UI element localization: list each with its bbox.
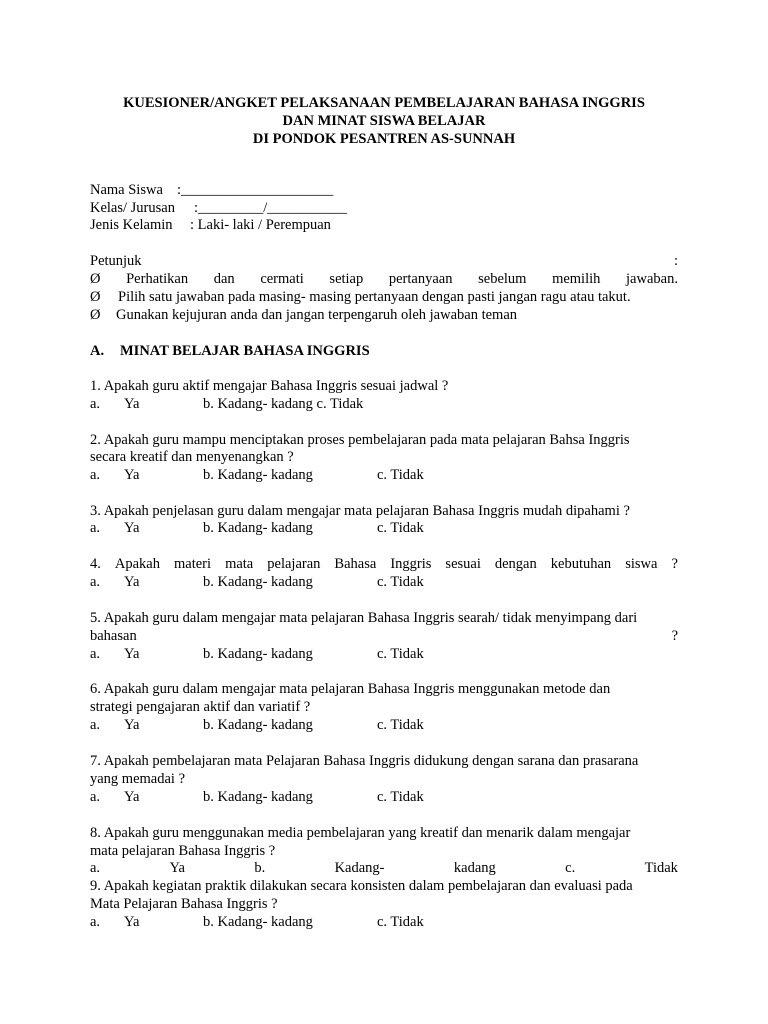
option-c: c. Tidak (377, 520, 424, 536)
option-c: c. Tidak (377, 914, 424, 930)
question-word: 4. (90, 556, 101, 572)
question-6-line-2: strategi pengajaran aktif dan variatif ? (90, 699, 311, 715)
option-a-letter: a. (90, 467, 101, 483)
petunjuk-colon: : (673, 253, 678, 269)
question-mark: ? (671, 628, 678, 644)
question-9-line-2: Mata Pelajaran Bahasa Inggris ? (90, 896, 278, 912)
option-c: Tidak (644, 860, 678, 876)
option-b: b. Kadang- kadang (203, 467, 313, 483)
question-3-options (90, 519, 678, 537)
option-c-letter: c. (565, 860, 576, 876)
question-word: Inggris (390, 556, 432, 572)
option-c: c. Tidak (377, 646, 424, 662)
jenis-kelamin-label: Jenis Kelamin (90, 217, 173, 233)
question-7-line-2: yang memadai ? (90, 771, 186, 787)
section-a-heading (90, 342, 678, 360)
question-8-line-2: mata pelajaran Bahasa Inggris ? (90, 843, 276, 859)
option-a-letter: a. (90, 717, 101, 733)
title-line-2: DAN MINAT SISWA BELAJAR (282, 113, 486, 129)
question-word: materi (174, 556, 212, 572)
option-a: Ya (124, 396, 140, 412)
question-2-line-2: secara kreatif dan menyenangkan ? (90, 449, 294, 465)
question-1-options (90, 395, 678, 413)
question-word: sesuai (445, 556, 481, 572)
question-word: siswa (625, 556, 658, 572)
title-line-3: DI PONDOK PESANTREN AS-SUNNAH (252, 131, 516, 147)
option-b: b. Kadang- kadang (203, 789, 313, 805)
option-a: Ya (124, 717, 140, 733)
jenis-kelamin-row (90, 216, 678, 234)
question-9-options (90, 913, 678, 931)
question-6-line-1: 6. Apakah guru dalam mengajar mata pelajaran Bahasa Inggris menggunakan metode dan (90, 681, 611, 697)
question-5-line-1: 5. Apakah guru dalam mengajar mata pelajaran Bahasa Inggris searah/ tidak menyimpang dari (90, 610, 638, 626)
nama-siswa-field: :_____________________ (177, 182, 334, 198)
question-word: pelajaran (267, 556, 321, 572)
question-word: mata (225, 556, 254, 572)
bullet-icon: Ø (90, 289, 101, 305)
question-word: kebutuhan (550, 556, 612, 572)
petunjuk-row (90, 252, 678, 270)
question-2-options (90, 466, 678, 484)
option-a: Ya (124, 574, 140, 590)
instruction-item-1 (90, 270, 678, 288)
option-a: Ya (169, 860, 185, 876)
option-c: c. Tidak (377, 789, 424, 805)
question-7-line-1: 7. Apakah pembelajaran mata Pelajaran Bahasa Inggris didukung dengan sarana dan prasarana (90, 753, 639, 769)
title-line-1: KUESIONER/ANGKET PELAKSANAAN PEMBELAJARAN BAHASA INGGRIS (123, 95, 645, 111)
option-c: c. Tidak (377, 574, 424, 590)
question-5-options (90, 645, 678, 663)
option-a-letter: a. (90, 914, 101, 930)
kelas-label: Kelas/ Jurusan (90, 200, 175, 216)
question-5-line-2 (90, 627, 678, 645)
option-a: Ya (124, 646, 140, 662)
question-word: ? (671, 556, 678, 572)
option-a-letter: a. (90, 860, 101, 876)
kelas-field: :_________/___________ (194, 200, 348, 216)
option-a: Ya (124, 467, 140, 483)
bullet-icon: Ø (90, 307, 101, 323)
option-b-word: Kadang- (334, 860, 385, 876)
question-3: 3. Apakah penjelasan guru dalam mengajar mata pelajaran Bahasa Inggris mudah dipahami ? (90, 503, 630, 519)
option-b-word: kadang (453, 860, 496, 876)
option-a-letter: a. (90, 520, 101, 536)
instruction-item-2 (90, 288, 678, 306)
nama-siswa-label: Nama Siswa (90, 182, 163, 198)
nama-siswa-row (90, 181, 678, 199)
question-word: Bahasa (334, 556, 377, 572)
question-9-line-1: 9. Apakah kegiatan praktik dilakukan secara konsisten dalam pembelajaran dan evaluasi pada (90, 878, 633, 894)
instruction-word: memilih (552, 271, 601, 287)
question-word: dengan (494, 556, 537, 572)
option-a-letter: a. (90, 789, 101, 805)
option-b-letter: b. (254, 860, 266, 876)
instruction-word: dan (213, 271, 235, 287)
question-7-options (90, 788, 678, 806)
instruction-word: setiap (329, 271, 364, 287)
option-a-letter: a. (90, 396, 101, 412)
question-4 (90, 555, 678, 573)
option-c: c. Tidak (377, 717, 424, 733)
question-1: 1. Apakah guru aktif mengajar Bahasa Inggris sesuai jadwal ? (90, 378, 449, 394)
question-4-options (90, 573, 678, 591)
option-b-c: b. Kadang- kadang c. Tidak (203, 396, 364, 412)
instruction-word: jawaban. (626, 271, 678, 287)
question-2-line-1: 2. Apakah guru mampu menciptakan proses pembelajaran pada mata pelajaran Bahsa Inggris (90, 432, 630, 448)
question-8-options (90, 859, 678, 877)
option-b: b. Kadang- kadang (203, 914, 313, 930)
section-letter: A. (90, 343, 105, 359)
option-b: b. Kadang- kadang (203, 646, 313, 662)
option-b: b. Kadang- kadang (203, 574, 313, 590)
question-word: Apakah (114, 556, 160, 572)
kelas-row (90, 199, 678, 217)
petunjuk-heading: Petunjuk (90, 253, 142, 269)
section-title: MINAT BELAJAR BAHASA INGGRIS (120, 343, 370, 359)
instruction-word: sebelum (478, 271, 527, 287)
instruction-text: Gunakan kejujuran anda dan jangan terpengaruh oleh jawaban teman (116, 307, 518, 323)
jenis-kelamin-field: : Laki- laki / Perempuan (190, 217, 331, 233)
instruction-word: cermati (260, 271, 304, 287)
instruction-text: Pilih satu jawaban pada masing- masing pertanyaan dengan pasti jangan ragu atau takut. (118, 289, 631, 305)
option-a: Ya (124, 914, 140, 930)
option-a: Ya (124, 520, 140, 536)
option-a: Ya (124, 789, 140, 805)
question-text: bahasan (90, 628, 137, 644)
option-c: c. Tidak (377, 467, 424, 483)
question-6-options (90, 716, 678, 734)
instruction-word: Perhatikan (126, 271, 189, 287)
instruction-item-3 (90, 306, 678, 324)
option-a-letter: a. (90, 646, 101, 662)
bullet-icon: Ø (90, 271, 101, 287)
option-b: b. Kadang- kadang (203, 520, 313, 536)
option-b: b. Kadang- kadang (203, 717, 313, 733)
question-8-line-1: 8. Apakah guru menggunakan media pembelajaran yang kreatif dan menarik dalam mengajar (90, 825, 631, 841)
option-a-letter: a. (90, 574, 101, 590)
instruction-word: pertanyaan (388, 271, 453, 287)
